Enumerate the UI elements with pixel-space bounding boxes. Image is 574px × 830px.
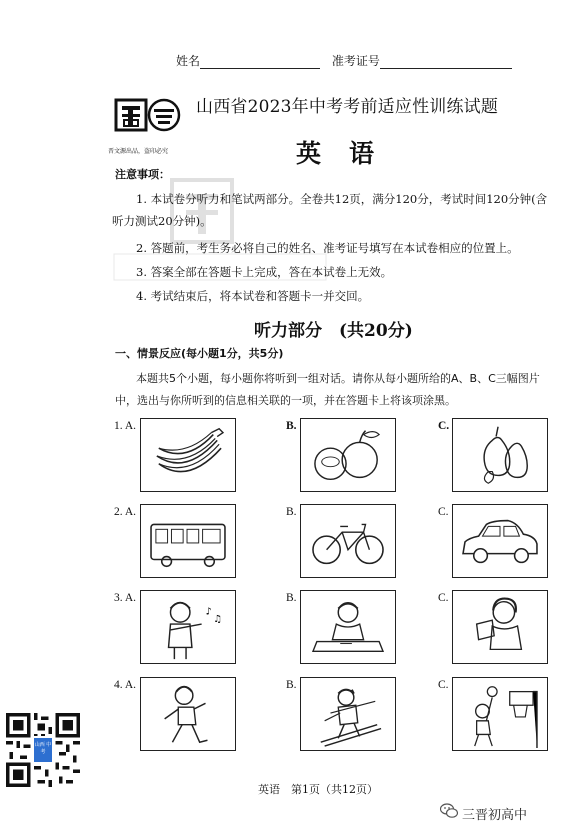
car-icon [453, 505, 547, 577]
exam-number-blank [380, 56, 512, 69]
q4-label-c: C. [438, 679, 449, 691]
q4-label-a: 4. A. [114, 679, 137, 691]
skier-icon [301, 678, 395, 750]
q3-option-b-image[interactable] [300, 590, 396, 664]
q2-option-c-image[interactable] [452, 504, 548, 578]
q1-label-b: B. [286, 420, 297, 432]
q4-option-c-image[interactable] [452, 677, 548, 751]
part-one-instructions-1: 本题共5个小题，每小题你将听到一组对话。请你从每小题所给的A、B、C三幅图片 [136, 372, 540, 385]
bananas-icon [141, 419, 235, 491]
q2-option-a-image[interactable] [140, 504, 236, 578]
q3-label-b: B. [286, 592, 297, 604]
publisher-logo [114, 98, 194, 144]
boy-reading-icon [453, 591, 547, 663]
listening-section-title: 听力部分 (共20分) [254, 321, 413, 341]
q3-label-a: 3. A. [114, 592, 137, 604]
q3-option-c-image[interactable] [452, 590, 548, 664]
logo-caption: 晋文源出品，盗印必究 [108, 148, 169, 155]
svg-text:♪: ♪ [205, 606, 212, 618]
q3-label-c: C. [438, 592, 449, 604]
svg-text:♫: ♫ [213, 614, 223, 626]
notice-item-2: 2. 答题前，考生务必将自己的姓名、准考证号填写在本试卷相应的位置上。 [136, 241, 519, 255]
apples-icon [301, 419, 395, 491]
q2-option-b-image[interactable] [300, 504, 396, 578]
q1-label-c: C. [438, 420, 450, 432]
notice-heading: 注意事项： [115, 168, 170, 181]
boy-basketball-icon [453, 678, 547, 750]
bicycle-icon [301, 505, 395, 577]
exam-title: 山西省2023年中考考前适应性训练试题 [196, 97, 499, 117]
notice-item-1: 1. 本试卷分听力和笔试两部分。全卷共12页，满分120分，考试时间120分钟(含 [136, 192, 548, 206]
qr-badge-text: 山西 中考 [34, 742, 52, 755]
part-one-instructions-2: 中，选出与你所听到的信息相关联的一项，并在答题卡上将该项涂黑。 [115, 394, 456, 407]
student-drawing-icon [301, 591, 395, 663]
q4-label-b: B. [286, 679, 297, 691]
q1-option-b-image[interactable] [300, 418, 396, 492]
q2-label-c: C. [438, 506, 449, 518]
wechat-icon [440, 803, 458, 819]
name-label: 姓名 [176, 54, 201, 68]
bus-icon [141, 505, 235, 577]
q4-option-a-image[interactable] [140, 677, 236, 751]
q4-option-b-image[interactable] [300, 677, 396, 751]
candidate-info-line [176, 52, 512, 69]
q1-option-a-image[interactable] [140, 418, 236, 492]
boy-playing-violin-icon [141, 591, 235, 663]
notice-item-1-cont: 听力测试20分钟)。 [112, 214, 212, 228]
notice-item-4: 4. 考试结束后，将本试卷和答题卡一并交回。 [136, 289, 370, 303]
q2-label-b: B. [286, 506, 297, 518]
q2-label-a: 2. A. [114, 506, 137, 518]
part-one-title: 一、情景反应(每小题1分，共5分) [115, 347, 284, 360]
notice-item-3: 3. 答案全部在答题卡上完成，答在本试卷上无效。 [136, 265, 393, 279]
name-blank [200, 56, 320, 69]
q1-label-a: 1. A. [114, 420, 137, 432]
exam-number-label: 准考证号 [331, 54, 380, 68]
boy-running-icon [141, 678, 235, 750]
wechat-account-name: 三晋初高中 [462, 808, 528, 823]
pears-icon [453, 419, 547, 491]
page-footer: 英语 第1页（共12页） [258, 783, 378, 796]
subject-title: 英语 [296, 139, 403, 168]
q3-option-a-image[interactable] [140, 590, 236, 664]
q1-option-c-image[interactable] [452, 418, 548, 492]
qr-center-badge [32, 736, 54, 764]
